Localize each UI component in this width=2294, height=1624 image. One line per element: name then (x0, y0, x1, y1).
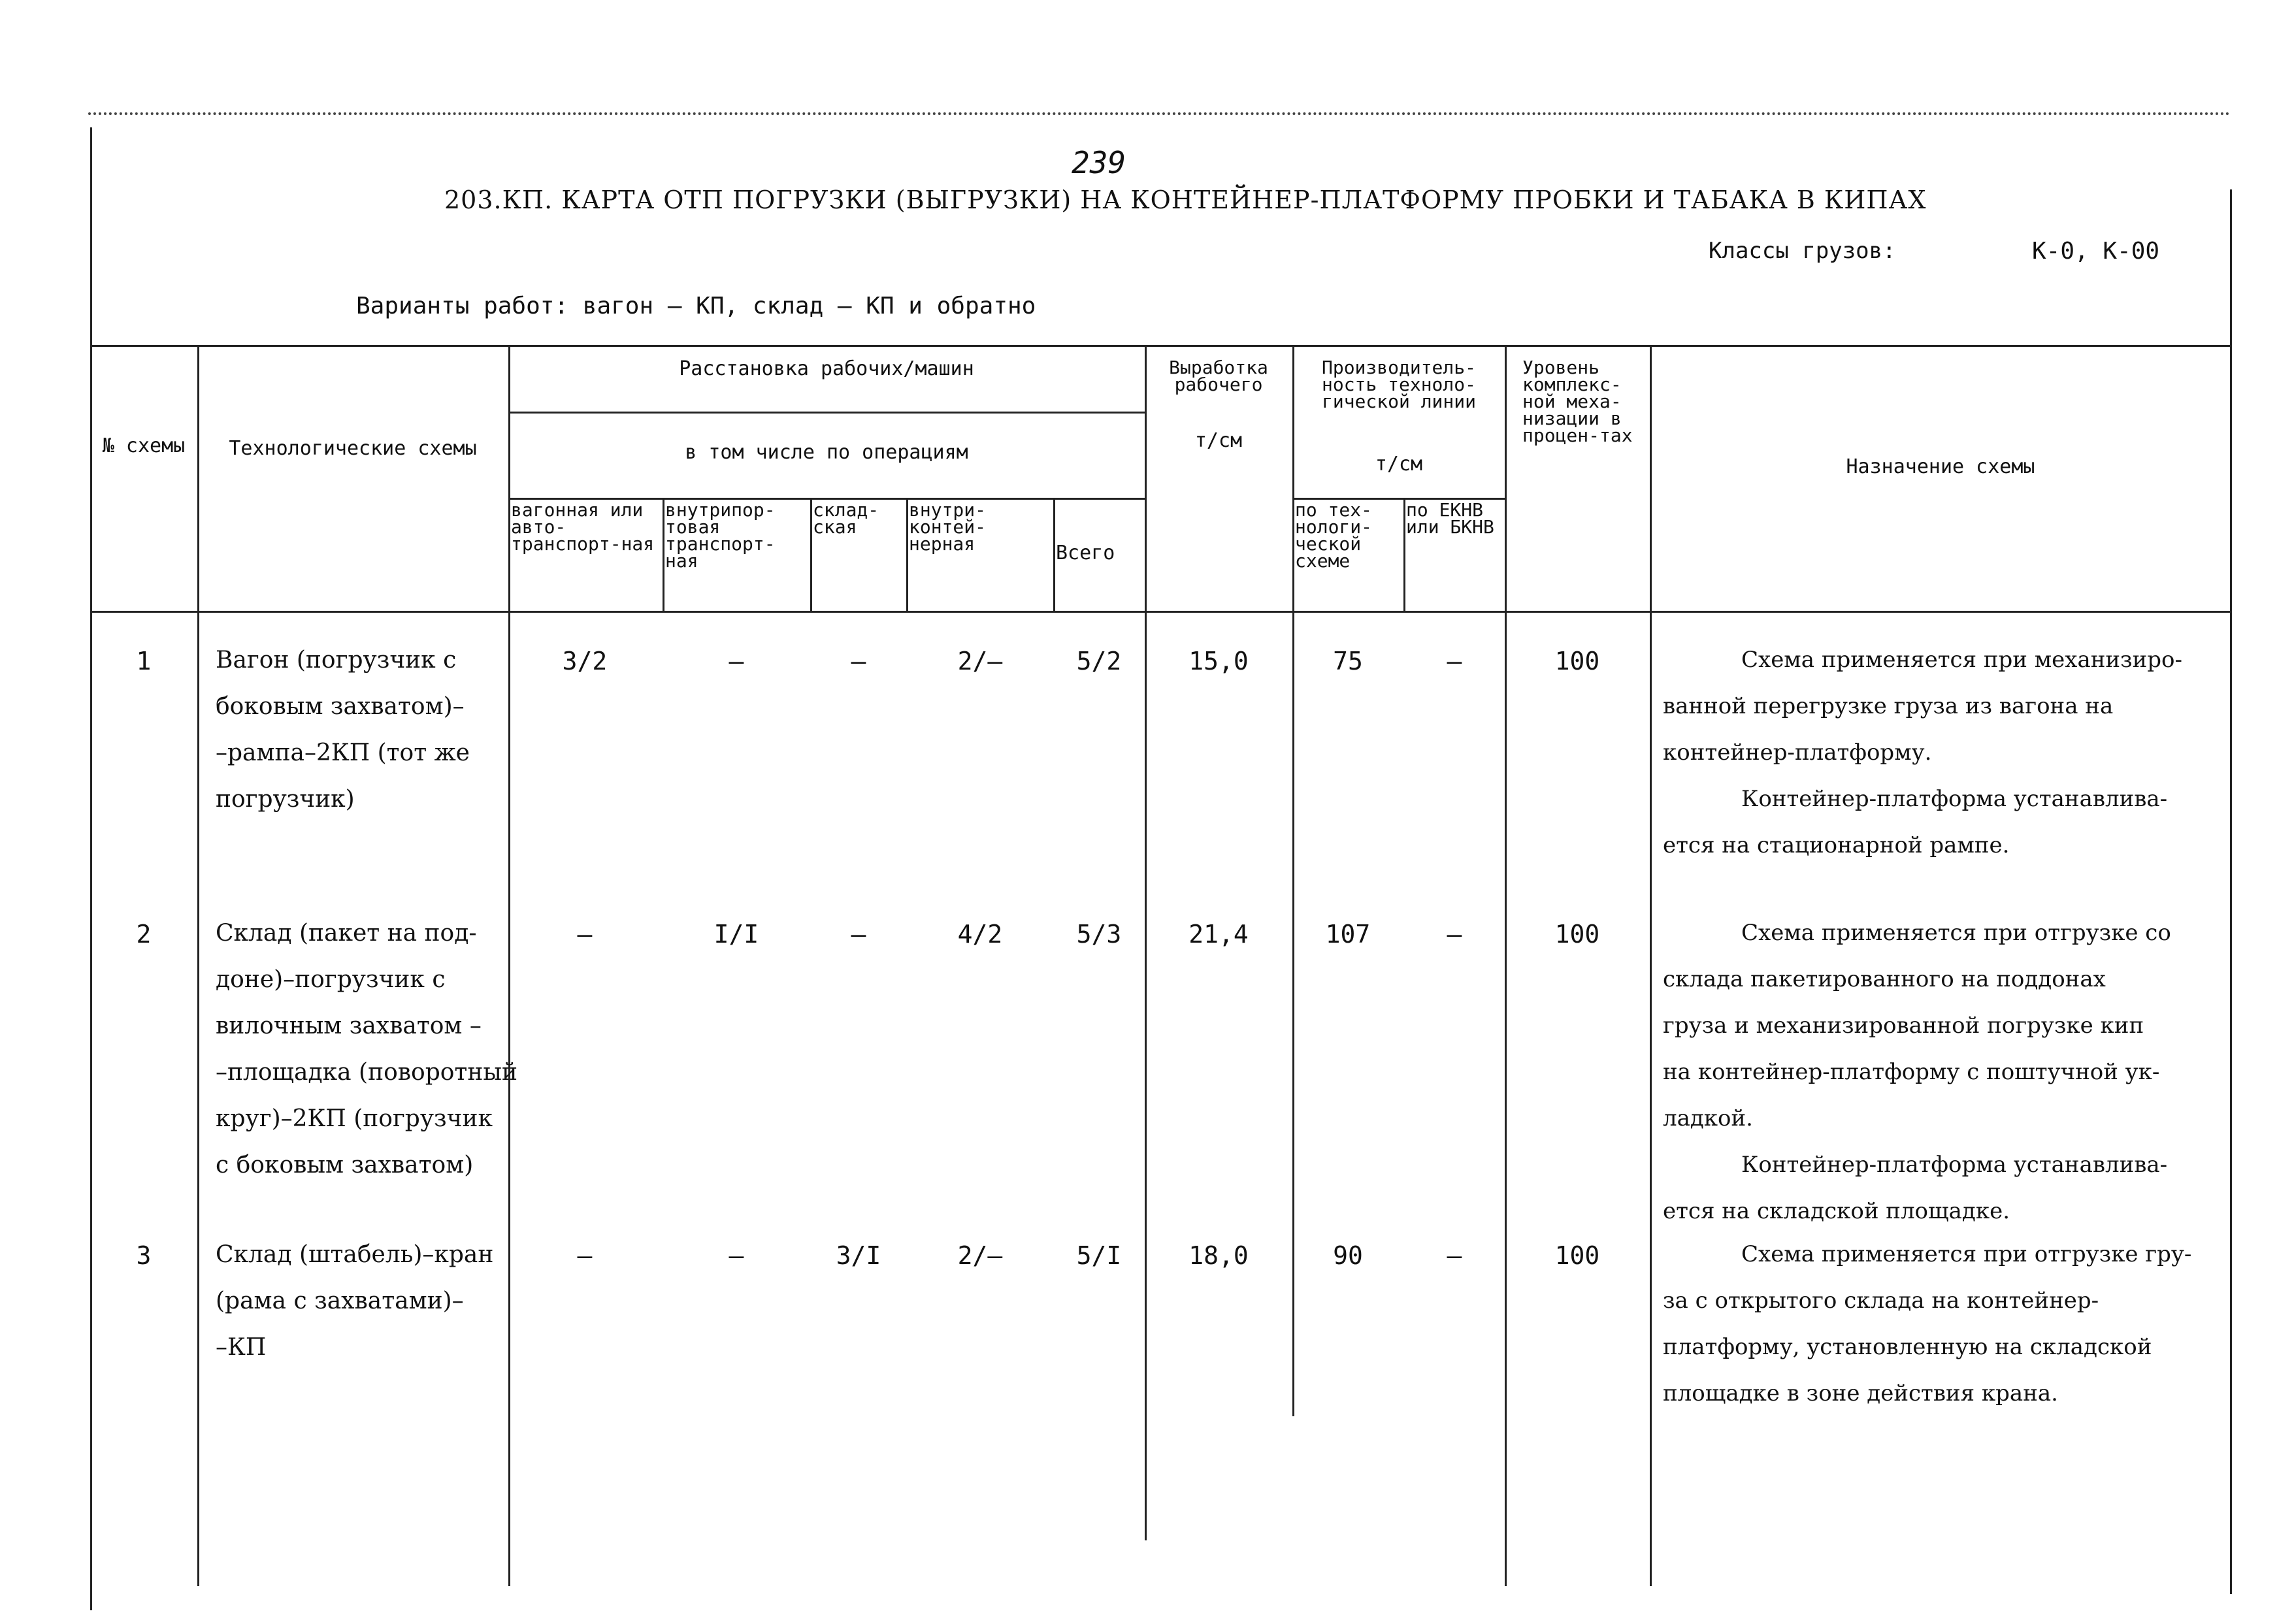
header-total: Всего (1056, 542, 1115, 564)
header-warehouse: склад-ская (813, 499, 879, 538)
header-wagon: вагонная или авто-транспорт-ная (511, 499, 655, 555)
page-number: 239 (1072, 145, 1126, 180)
cell-container: 2/– (957, 1241, 1003, 1270)
row-purpose: Схема применяется при отгрузке гру- за с открытого склада на контейнер- платформу, установленную на складской площадке в зоне действия крана. (1663, 1241, 2192, 1406)
cell-internal: – (729, 647, 744, 675)
row-scheme: Склад (пакет на под- доне)–погрузчик с вилочным захватом – –площадка (поворотный круг)–2КП (погрузчик с боковым захватом) (216, 920, 517, 1178)
cell-wagon: – (577, 1241, 593, 1270)
cell-prod-norm: – (1447, 920, 1462, 949)
cell-mech: 100 (1554, 920, 1600, 949)
header-productivity: Производитель-ность техноло-гической линии (1321, 357, 1476, 412)
cell-warehouse: 3/I (836, 1241, 881, 1270)
row-scheme: Вагон (погрузчик с боковым захватом)– –рампа–2КП (тот же погрузчик) (216, 647, 470, 813)
header-intra-container: внутри-контей-нерная (909, 499, 987, 555)
cell-internal: I/I (713, 920, 759, 949)
header-by-scheme: по тех-нологи-ческой схеме (1295, 499, 1373, 572)
cell-wagon: 3/2 (562, 647, 608, 675)
cell-container: 4/2 (957, 920, 1003, 949)
cell-warehouse: – (851, 647, 866, 675)
cell-internal: – (729, 1241, 744, 1270)
cargo-classes-label: Классы грузов: (1709, 238, 1896, 264)
header-by-operations: в том числе по операциям (685, 441, 968, 464)
row-scheme: Склад (штабель)–кран (рама с захватами)– –КП (216, 1241, 494, 1361)
cell-total: 5/2 (1076, 647, 1122, 675)
header-internal-transport: внутрипор-товая транспорт-ная (665, 499, 776, 572)
header-scheme-no: № схемы (102, 434, 186, 457)
cell-container: 2/– (957, 647, 1003, 675)
header-tech-schemes: Технологические схемы (229, 437, 477, 460)
row-number: 2 (136, 920, 152, 949)
header-output: Выработка рабочего (1169, 357, 1268, 395)
cell-prod-scheme: 107 (1325, 920, 1371, 949)
cell-mech: 100 (1554, 647, 1600, 675)
cell-prod-scheme: 75 (1333, 647, 1363, 675)
header-by-norms: по ЕКНВ или БКНВ (1406, 499, 1494, 538)
header-productivity-unit: т/см (1375, 453, 1423, 476)
header-placement: Расстановка рабочих/машин (679, 357, 974, 380)
work-variants: Варианты работ: вагон – КП, склад – КП и обратно (356, 293, 1036, 319)
cell-output: 15,0 (1188, 647, 1249, 675)
header-purpose: Назначение схемы (1846, 455, 2035, 478)
cell-warehouse: – (851, 920, 866, 949)
cell-prod-scheme: 90 (1333, 1241, 1363, 1270)
top-rule (88, 112, 2231, 115)
row-purpose: Схема применяется при отгрузке со склада пакетированного на поддонах груза и механизированной погрузке кип на контейнер-платформу с поштучной ук- ладкой. Контейнер-платформа устанавлива- ется на складской площадке. (1663, 920, 2171, 1224)
cell-prod-norm: – (1447, 647, 1462, 675)
document-title: 203.КП. КАРТА ОТП ПОГРУЗКИ (ВЫГРУЗКИ) НА КОНТЕЙНЕР-ПЛАТФОРМУ ПРОБКИ И ТАБАКА В КИПАХ (444, 186, 1927, 214)
row-number: 3 (136, 1241, 152, 1270)
cell-wagon: – (577, 920, 593, 949)
row-purpose: Схема применяется при механизиро- ванной перегрузке груза из вагона на контейнер-платформу. Контейнер-платформа устанавлива- ется на стационарной рампе. (1663, 647, 2182, 858)
cell-total: 5/3 (1076, 920, 1122, 949)
cell-output: 18,0 (1188, 1241, 1249, 1270)
cargo-classes-value: К-0, К-00 (2032, 238, 2160, 265)
cell-mech: 100 (1554, 1241, 1600, 1270)
cell-total: 5/I (1076, 1241, 1122, 1270)
cell-prod-norm: – (1447, 1241, 1462, 1270)
header-mechanization: Уровень комплекс-ной меха-низации в процен-тах (1522, 357, 1633, 446)
cell-output: 21,4 (1188, 920, 1249, 949)
header-output-unit: т/см (1194, 429, 1243, 452)
row-number: 1 (136, 647, 152, 675)
